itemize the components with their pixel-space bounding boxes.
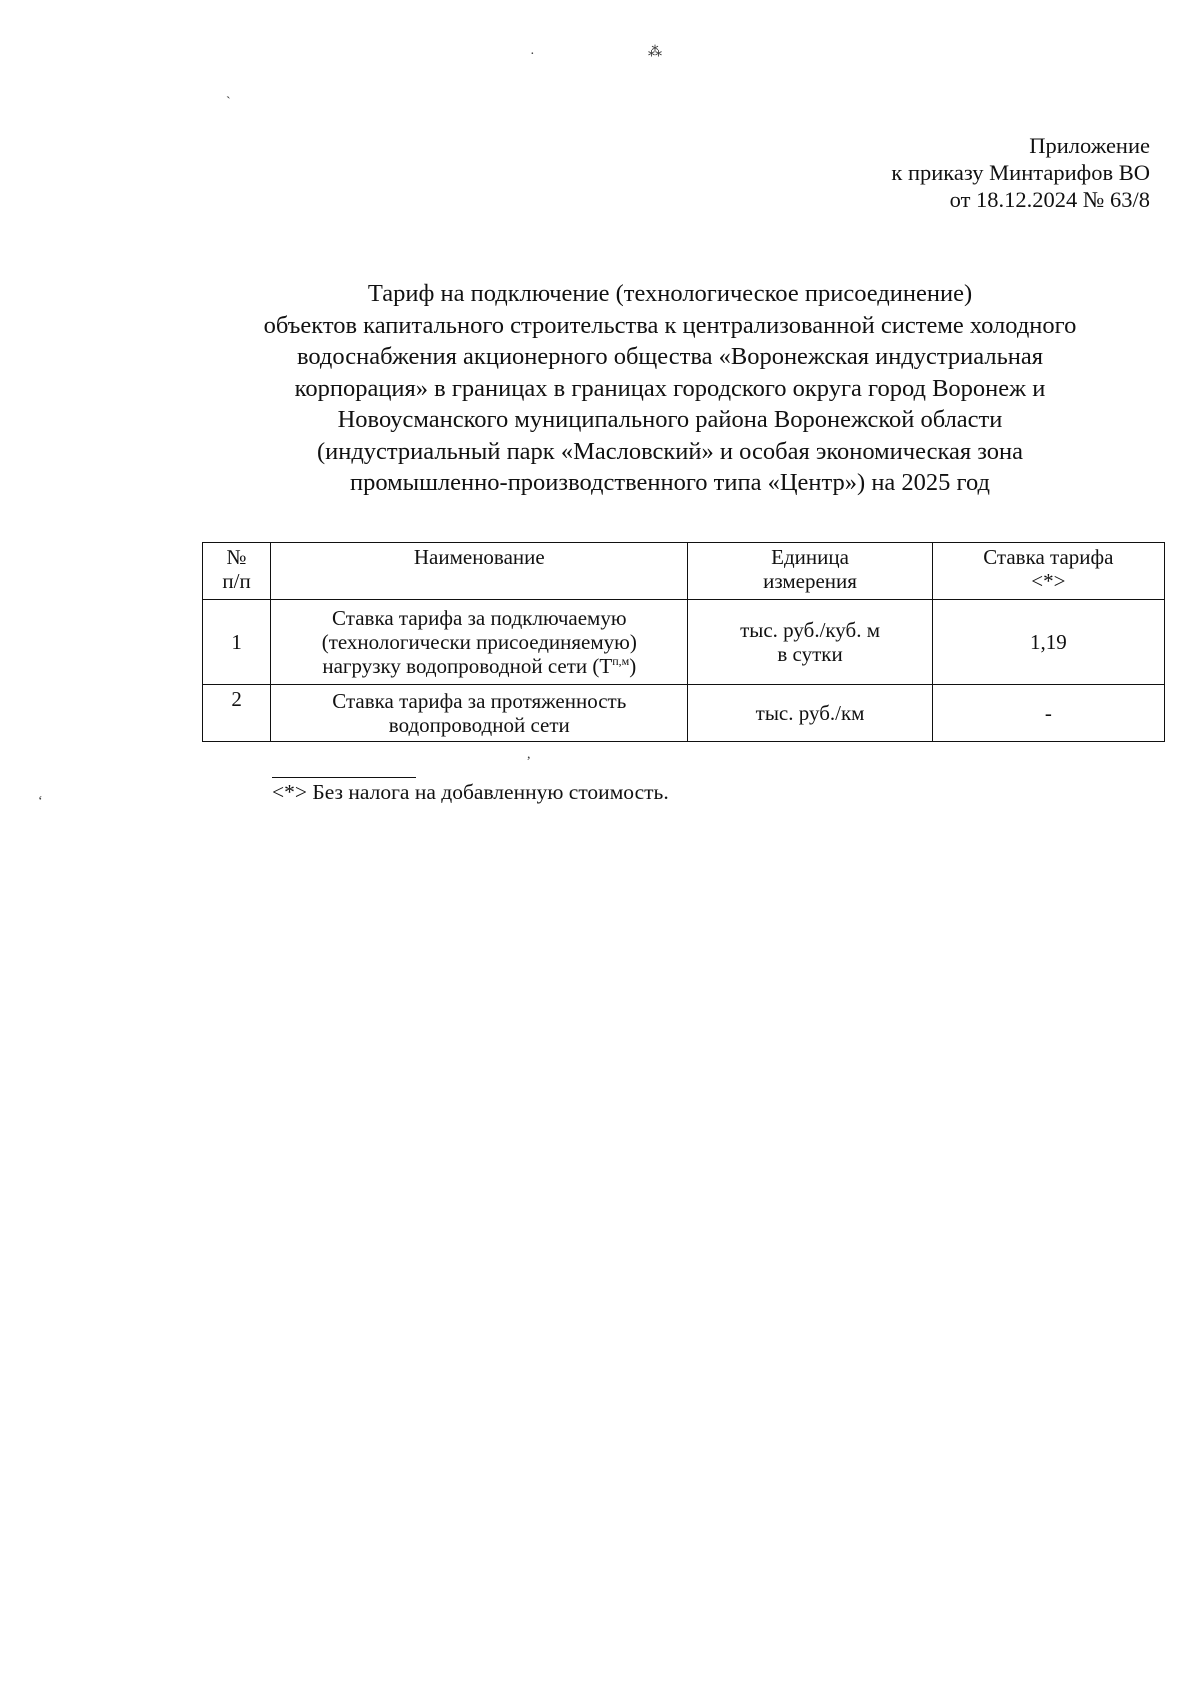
row-unit: тыс. руб./км xyxy=(688,685,932,742)
footnote-divider xyxy=(272,777,416,778)
title-line: промышленно-производственного типа «Центр») на 2025 год xyxy=(349,469,990,496)
header-name: Наименование xyxy=(271,543,688,600)
appendix-date-number: от 18.12.2024 № 63/8 xyxy=(949,187,1150,212)
title-line: Тариф на подключение (технологическое присоединение) xyxy=(367,280,973,307)
row-rate: - xyxy=(932,685,1164,742)
header-rate: Ставка тарифа <*> xyxy=(932,543,1164,600)
row-name-superscript: п,м xyxy=(612,654,630,668)
appendix-label: Приложение xyxy=(1029,133,1150,158)
row-name: Ставка тарифа за подключаемую (технологически присоединяемую) нагрузку водопроводной сети $(Т^{п,м})$ xyxy=(271,600,688,685)
appendix-block xyxy=(891,132,1150,213)
title-line: (индустриальный парк «Масловский» и особая экономическая зона xyxy=(316,437,1024,465)
scan-speck: ` xyxy=(226,95,231,110)
row-rate: 1,19 xyxy=(932,600,1164,685)
scan-speck: · xyxy=(530,47,535,62)
appendix-order: к приказу Минтарифов ВО xyxy=(891,160,1150,185)
header-unit: Единица измерения xyxy=(688,543,932,600)
table-row xyxy=(203,685,1165,742)
row-name: Ставка тарифа за протяженность водопроводной сети xyxy=(271,685,688,742)
header-number: № п/п xyxy=(203,543,271,600)
document-title xyxy=(170,278,1170,499)
title-line: водоснабжения акционерного общества «Воронежская индустриальная xyxy=(296,343,1044,370)
title-line: корпорация» в границах в границах городского округа город Воронеж и xyxy=(294,374,1046,402)
footnote-text: <*> Без налога на добавленную стоимость. xyxy=(272,780,669,804)
title-line: объектов капитального строительства к централизованной системе холодного xyxy=(263,311,1077,339)
tariff-table xyxy=(202,542,1165,742)
row-unit: тыс. руб./куб. м в сутки xyxy=(688,600,932,685)
table-header-row xyxy=(203,543,1165,600)
title-line: Новоусманского муниципального района Воронежской области xyxy=(337,406,1003,433)
scan-speck: ⁂ xyxy=(648,45,662,60)
row-number: 2 xyxy=(203,685,271,742)
scan-speck: ʻ xyxy=(38,794,43,809)
row-number: 1 xyxy=(203,600,271,685)
scan-speck: , xyxy=(527,747,531,762)
table-row xyxy=(203,600,1165,685)
